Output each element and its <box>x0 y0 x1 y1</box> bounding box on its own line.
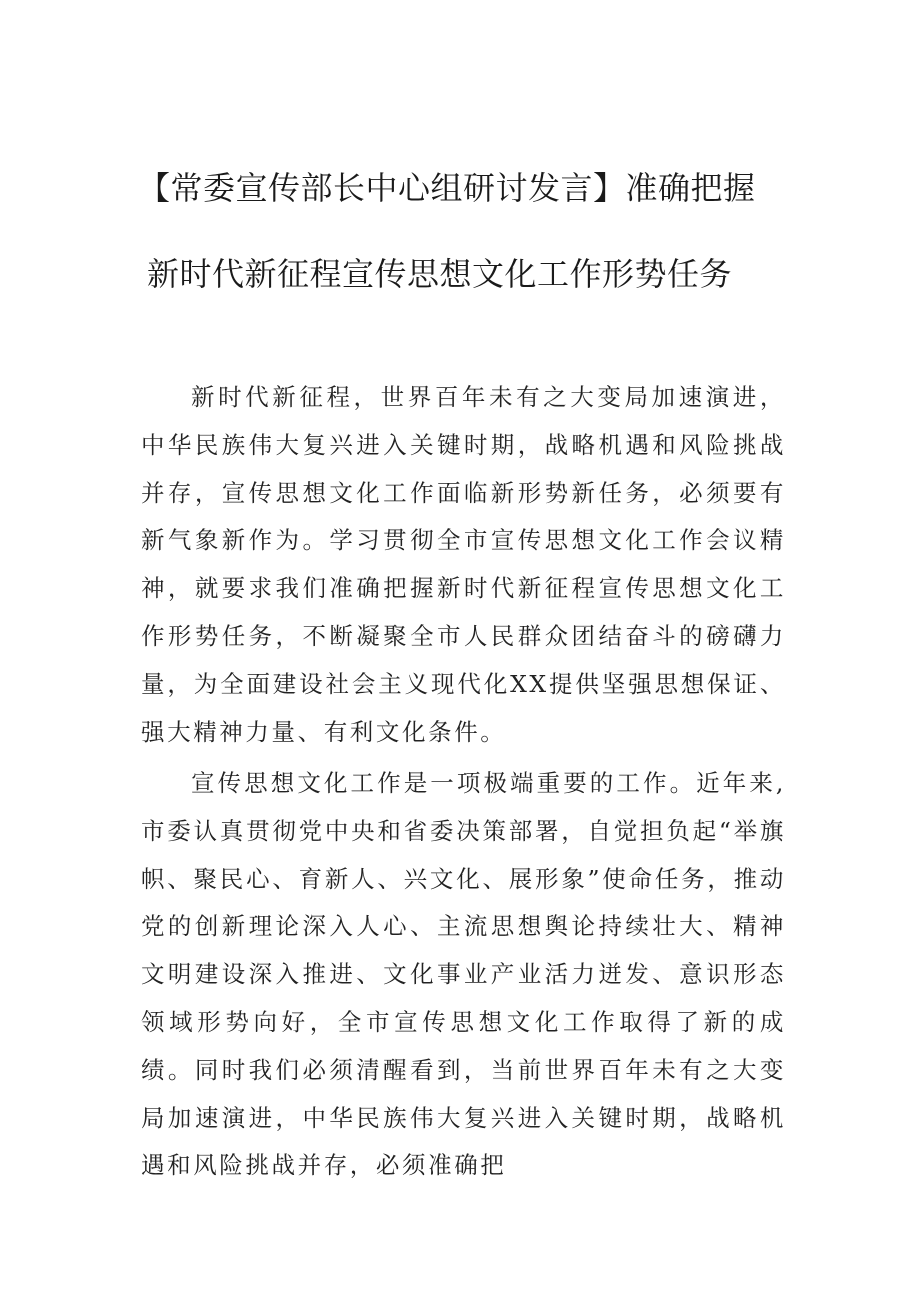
document-title-line-1: 【常委宣传部长中心组研讨发言】准确把握 <box>138 169 756 207</box>
document-title-line-2: 新时代新征程宣传思想文化工作形势任务 <box>147 255 733 293</box>
body-paragraph-2: 宣传思想文化工作是一项极端重要的工作。近年来,市委认真贯彻党中央和省委决策部署，自觉担负起“举旗帜、聚民心、育新人、兴文化、展形象”使命任务，推动党的创新理论深入人心、主流思想舆论持续壮大、精神文明建设深入推进、文化事业产业活力迸发、意识形态领域形势向好，全市宣传思想文化工作取得了新的成绩。同时我们必须清醒看到，当前世界百年未有之大变局加速演进，中华民族伟大复兴进入关键时期，战略机遇和风险挑战并存，必须准确把 <box>141 769 786 1180</box>
body-paragraph-1: 新时代新征程，世界百年未有之大变局加速演进，中华民族伟大复兴进入关键时期，战略机遇和风险挑战并存，宣传思想文化工作面临新形势新任务，必须要有新气象新作为。学习贯彻全市宣传思想文化工作会议精神，就要求我们准确把握新时代新征程宣传思想文化工作形势任务，不断凝聚全市人民群众团结奋斗的磅礴力量，为全面建设社会主义现代化XX提供坚强思想保证、强大精神力量、有利文化条件。 <box>141 383 786 746</box>
